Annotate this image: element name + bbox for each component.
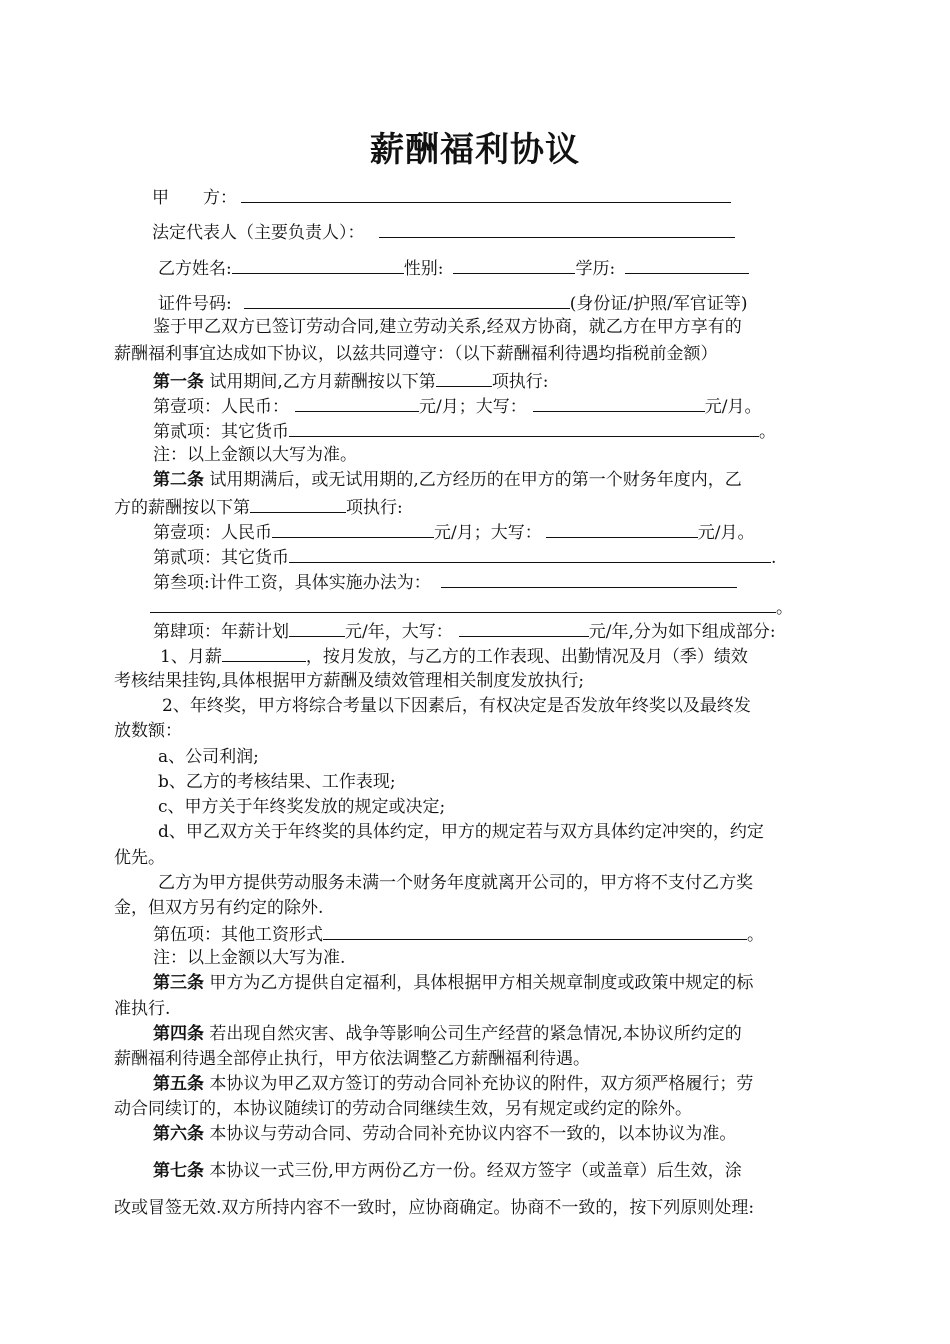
article-4-text-1: 若出现自然灾害、战争等影响公司生产经营的紧急情况,本协议所约定的: [204, 1024, 742, 1044]
gender-label: 性别:: [403, 259, 444, 279]
article-2-item-1: [153, 519, 754, 545]
article-5-line-1: [153, 1072, 753, 1096]
a2-item4-label: 第肆项：年薪计划: [153, 622, 289, 642]
id-row: [158, 290, 747, 316]
a1-item2-label: 第贰项：其它货币: [153, 422, 289, 442]
party-b-row: [158, 255, 749, 281]
article-5-text-1: 本协议为甲乙双方签订的劳动合同补充协议的附件，双方须严格履行；劳: [204, 1074, 754, 1094]
legal-rep-label: 法定代表人（主要负责人）：: [152, 223, 365, 243]
education-label: 学历:: [575, 259, 616, 279]
id-no-blank[interactable]: [244, 290, 570, 309]
article-7-label: 第七条: [153, 1161, 204, 1181]
article-7-line-1: [153, 1159, 742, 1183]
a2-item1-caps-label: 元/月；大写：: [434, 523, 542, 543]
a2-item4-caps-label: 元/年，大写：: [345, 622, 453, 642]
article-2-part-1-line-2: 考核结果挂钩,具体根据甲方薪酬及绩效管理相关制度发放执行;: [114, 671, 585, 691]
a1-rmb-blank[interactable]: [295, 393, 419, 412]
a1-item1-label: 第壹项：人民币：: [153, 397, 289, 417]
a2-piecework-blank[interactable]: [441, 569, 737, 588]
a1-item1-unit: 元/月。: [704, 397, 762, 417]
legal-rep-blank[interactable]: [379, 219, 735, 238]
article-6-text-1: 本协议与劳动合同、劳动合同补充协议内容不一致的，以本协议为准。: [204, 1124, 737, 1144]
a2-item2-end: .: [771, 548, 777, 568]
factor-d-line-2: 优先。: [114, 848, 165, 868]
document-title: 薪酬福利协议: [370, 130, 580, 170]
article-2-part-2-line-2: 放数额：: [114, 721, 182, 741]
party-a-row: [152, 184, 731, 210]
article-2-item-3: [153, 569, 737, 595]
article-7-line-2: 改或冒签无效.双方所持内容不一致时，应协商确定。协商不一致的，按下列原则处理:: [114, 1198, 755, 1218]
leave-clause-line-1: 乙方为甲方提供劳动服务未满一个财务年度就离开公司的，甲方将不支付乙方奖: [158, 873, 753, 893]
a2-monthly-blank[interactable]: [222, 643, 306, 662]
id-no-label: 证件号码:: [158, 294, 232, 314]
a2-item4-unit: 元/年,分为如下组成部分:: [588, 622, 776, 642]
a2-rmb-caps-blank[interactable]: [546, 519, 698, 538]
factor-b: b、乙方的考核结果、工作表现;: [158, 772, 396, 792]
factor-a: a、公司利润;: [158, 747, 259, 767]
article-4-line-1: [153, 1022, 742, 1046]
article-2-text-2a: 方的薪酬按以下第: [114, 498, 250, 518]
a2-monthly-text: ，按月发放，与乙方的工作表现、出勤情况及月（季）绩效: [305, 647, 748, 667]
article-2-item-blank[interactable]: [250, 494, 346, 513]
article-2-item-2: [153, 544, 776, 570]
article-3-line-2: 准执行.: [114, 999, 171, 1019]
article-2-line-1: [153, 468, 742, 492]
a2-item1-unit: 元/月。: [697, 523, 755, 543]
article-6-line-1: [153, 1122, 736, 1146]
article-3-label: 第三条: [153, 973, 204, 993]
a2-other-currency-blank[interactable]: [289, 544, 771, 563]
gender-blank[interactable]: [453, 255, 575, 274]
article-2-label: 第二条: [153, 470, 204, 490]
article-1-item-blank[interactable]: [436, 368, 492, 387]
article-1-note: 注：以上金额以大写为准。: [153, 445, 357, 465]
a1-other-currency-blank[interactable]: [289, 418, 759, 437]
article-2-text-1: 试用期满后，或无试用期的,乙方经历的在甲方的第一个财务年度内，乙: [204, 470, 742, 490]
article-2-item-5: [153, 921, 764, 947]
article-5-line-2: 动合同续订的，本协议随续订的劳动合同继续生效，另有规定或约定的除外。: [114, 1099, 692, 1119]
id-types-label: (身份证/护照/军官证等): [569, 294, 748, 314]
party-a-label: 甲 方：: [152, 188, 237, 208]
article-1-text-b: 项执行:: [491, 372, 549, 392]
a2-monthly-label: 1、月薪: [160, 647, 222, 667]
article-1-line: [153, 368, 549, 394]
article-2-item-3-cont: [150, 594, 793, 620]
a2-item5-label: 第伍项：其他工资形式: [153, 925, 323, 945]
article-2-part-2: 2、年终奖，甲方将综合考量以下因素后，有权决定是否发放年终奖以及最终发: [162, 696, 751, 716]
a1-rmb-caps-blank[interactable]: [533, 393, 705, 412]
article-2-text-2b: 项执行:: [346, 498, 403, 518]
factor-d: d、甲乙双方关于年终奖的具体约定，甲方的规定若与双方具体约定冲突的，约定: [158, 822, 764, 842]
intro-line-2: 薪酬福利事宜达成如下协议，以兹共同遵守：（以下薪酬福利待遇均指税前金额）: [114, 344, 718, 364]
intro-line-1: 鉴于甲乙双方已签订劳动合同,建立劳动关系,经双方协商，就乙方在甲方享有的: [153, 317, 742, 337]
a2-piecework-blank-2[interactable]: [150, 594, 776, 613]
article-2-item-4: [153, 618, 776, 644]
party-b-name-label: 乙方姓名:: [158, 259, 232, 279]
a2-item2-label: 第贰项：其它货币: [153, 548, 289, 568]
party-b-name-blank[interactable]: [232, 255, 404, 274]
a1-item2-end: 。: [759, 422, 776, 442]
a2-item3-label: 第叁项:计件工资，具体实施办法为：: [153, 573, 431, 593]
factor-c: c、甲方关于年终奖发放的规定或决定;: [158, 797, 446, 817]
a1-item1-caps-label: 元/月；大写：: [419, 397, 527, 417]
a2-annual-blank[interactable]: [289, 618, 345, 637]
article-2-part-1: [160, 643, 748, 669]
article-1-item-2: [153, 418, 776, 444]
article-4-label: 第四条: [153, 1024, 204, 1044]
article-1-text-a: 试用期间,乙方月薪酬按以下第: [204, 372, 436, 392]
article-3-text-1: 甲方为乙方提供自定福利，具体根据甲方相关规章制度或政策中规定的标: [204, 973, 754, 993]
article-1-label: 第一条: [153, 372, 204, 392]
education-blank[interactable]: [625, 255, 749, 274]
article-5-label: 第五条: [153, 1074, 204, 1094]
a2-item1-label: 第壹项：人民币: [153, 523, 272, 543]
a2-other-wage-blank[interactable]: [323, 921, 747, 940]
a2-annual-caps-blank[interactable]: [459, 618, 589, 637]
article-2-note: 注：以上金额以大写为准.: [153, 948, 346, 968]
article-1-item-1: [153, 393, 761, 419]
a2-item5-end: 。: [747, 925, 764, 945]
article-2-line-2: [114, 494, 403, 520]
article-7-text-1: 本协议一式三份,甲方两份乙方一份。经双方签字（或盖章）后生效，涂: [204, 1161, 742, 1181]
article-6-label: 第六条: [153, 1124, 204, 1144]
a2-rmb-blank[interactable]: [272, 519, 434, 538]
article-4-line-2: 薪酬福利待遇全部停止执行，甲方依法调整乙方薪酬福利待遇。: [114, 1049, 590, 1069]
article-3-line-1: [153, 971, 753, 995]
a2-item3-end: 。: [776, 598, 793, 618]
legal-rep-row: [152, 219, 735, 245]
party-a-blank[interactable]: [241, 184, 731, 203]
leave-clause-line-2: 金，但双方另有约定的除外.: [114, 898, 324, 918]
